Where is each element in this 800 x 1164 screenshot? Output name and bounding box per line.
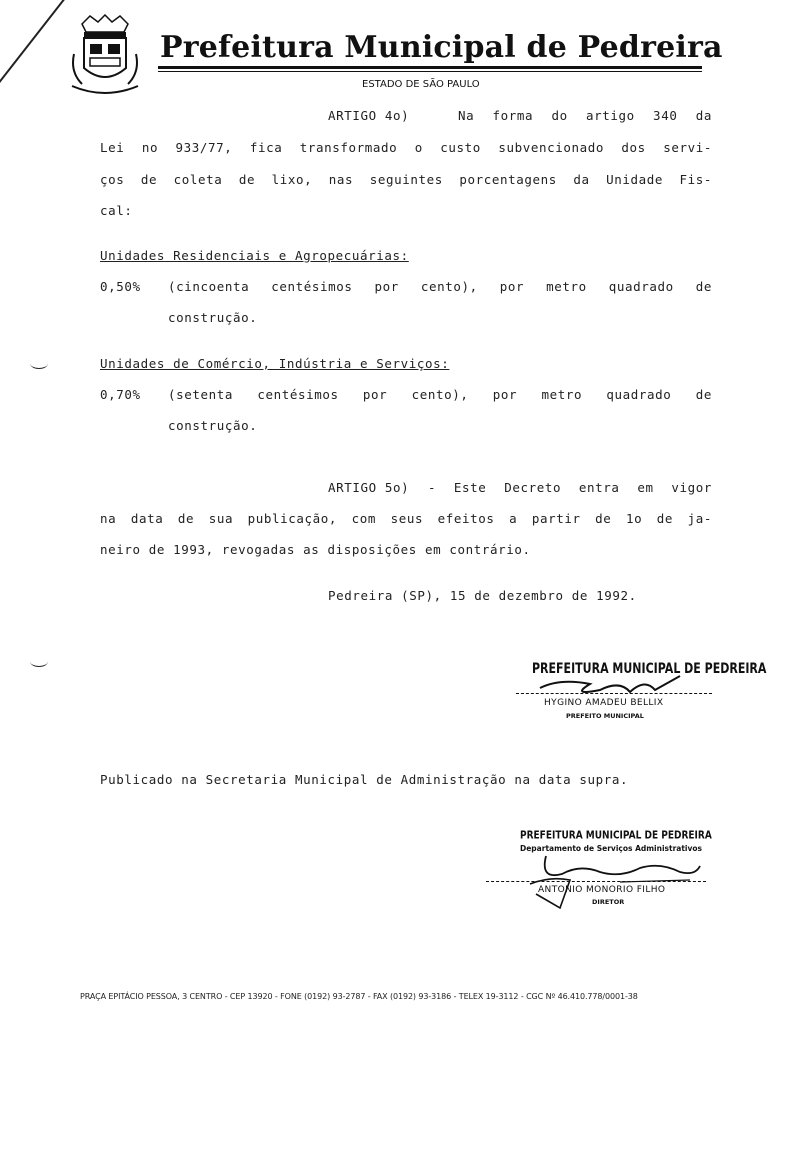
article-4-lead-text: Na forma do artigo 340 da [458,108,712,123]
commercial-rate: 0,70% [100,387,141,402]
commercial-heading: Unidades de Comércio, Indústria e Serviços: [100,356,450,371]
letterhead-title: Prefeitura Municipal de Pedreira [160,30,723,65]
director-role: DIRETOR [592,898,625,906]
place-date: Pedreira (SP), 15 de dezembro de 1992. [328,588,637,603]
punch-hole-mark [30,656,48,667]
letterhead-rule-thin [158,71,702,72]
director-name: ANTONIO MONORIO FILHO [538,885,666,895]
article-4-line: ços de coleta de lixo, nas seguintes porcentagens da Unidade Fis- [100,172,712,187]
article-5-line: neiro de 1993, revogadas as disposições em contrário. [100,542,531,557]
article-5-lead-text: - Este Decreto entra em vigor [428,480,712,495]
mayor-signature-line [516,693,712,694]
article-4-label: ARTIGO 4o) [328,108,410,123]
article-4-line: cal: [100,203,133,218]
residential-rate: 0,50% [100,279,141,294]
mayor-role: PREFEITO MUNICIPAL [566,712,644,720]
article-5-line: na data de sua publicação, com seus efeitos a partir de 1o de ja- [100,511,712,526]
mayor-signature [530,670,700,700]
commercial-cont: construção. [168,418,258,433]
director-signature-line [486,881,706,882]
director-stamp-line1: PREFEITURA MUNICIPAL DE PEDREIRA [520,830,712,842]
residential-desc: (cincoenta centésimos por cento), por metro quadrado de [168,279,712,294]
publication-note: Publicado na Secretaria Municipal de Administração na data supra. [100,772,629,787]
municipal-crest-icon [68,14,142,100]
article-5-label: ARTIGO 5o) [328,480,410,495]
mayor-name: HYGINO AMADEU BELLIX [544,698,664,708]
article-4-line: Lei no 933/77, fica transformado o custo subvencionado dos servi- [100,140,712,155]
letterhead-footer: PRAÇA EPITÁCIO PESSOA, 3 CENTRO - CEP 13920 - FONE (0192) 93-2787 - FAX (0192) 93-3186 - TELEX 19-3112 - CGC Nº 46.410.778/0001-38 [80,992,638,1001]
residential-cont: construção. [168,310,258,325]
residential-heading: Unidades Residenciais e Agropecuárias: [100,248,409,263]
commercial-desc: (setenta centésimos por cento), por metro quadrado de [168,387,712,402]
punch-hole-mark [30,358,48,369]
letterhead-state: ESTADO DE SÃO PAULO [362,79,480,90]
director-stamp-line2: Departamento de Serviços Administrativos [520,844,703,853]
mayor-stamp: PREFEITURA MUNICIPAL DE PEDREIRA [532,660,767,677]
letterhead-rule [158,66,702,69]
